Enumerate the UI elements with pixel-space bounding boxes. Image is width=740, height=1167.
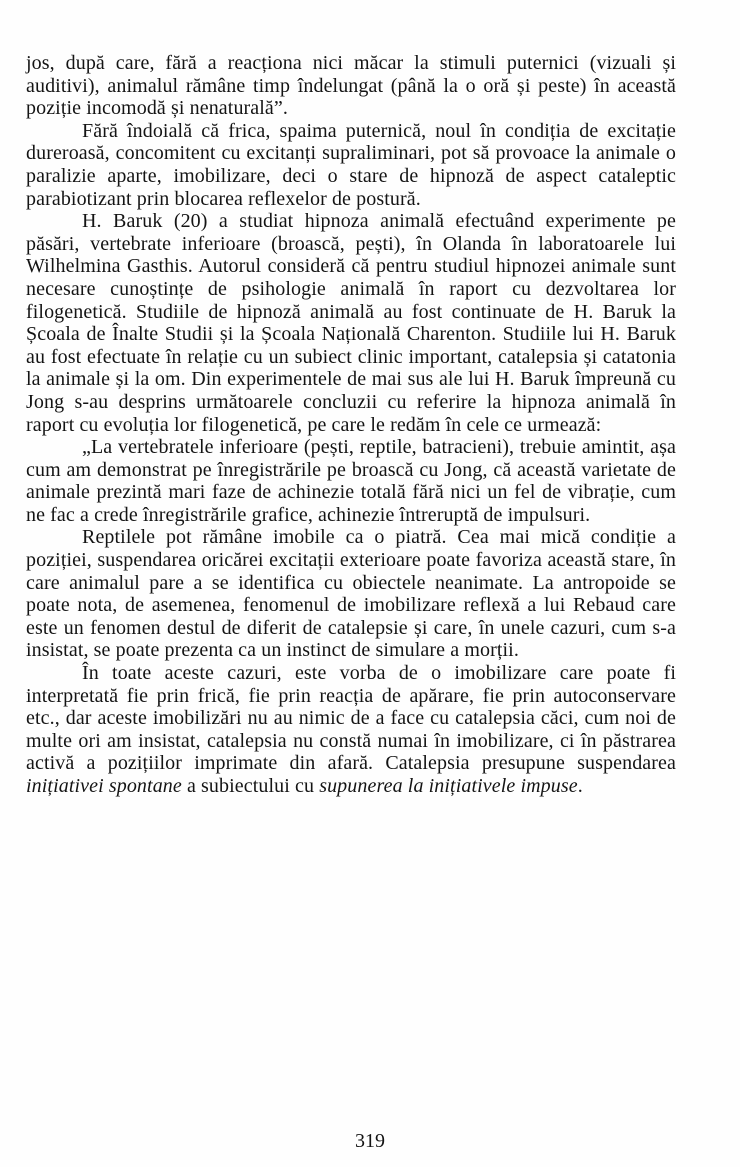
italic-spontaneous-initiative: inițiativei spontane (26, 775, 182, 797)
page-number: 319 (355, 1130, 385, 1152)
paragraph-quote-vertebrates: „La vertebratele inferioare (pești, reptile, batracieni), trebuie amintit, așa cum am demonstrat pe înregistrările pe broască cu Jong, că această varietate de animale prezintă mari faze de achinezie totală fără nici un fel de vibrație, cum ne fac a crede înregistrările grafice, achinezie întreruptă de impulsuri. (26, 436, 676, 526)
paragraph-catalepsy (26, 662, 676, 798)
catalepsy-text-end: . (577, 775, 583, 797)
body-text (26, 52, 676, 798)
paragraph-baruk-studies: H. Baruk (20) a studiat hipnoza animală efectuând experimente pe păsări, vertebrate inferioare (broască, pești), în Olanda în laboratoarele lui Wilhelmina Gasthis. Autorul consideră că pentru studiul hipnozei animale sunt necesare cunoștințe de psihologie animală în raport cu dezvoltarea lor filogenetică. Studiile de hipnoză animală au fost continuate de H. Baruk la Școala de Înalte Studii și la Școala Națională Charenton. Studiile lui H. Baruk au fost efectuate în relație cu un subiect clinic important, catalepsia și catatonia la animale și la om. Din experimentele de mai sus ale lui H. Baruk împreună cu Jong s-au desprins următoarele concluzii cu referire la hipnoza animală în raport cu evoluția lor filogenetică, pe care le redăm în cele ce urmează: (26, 210, 676, 436)
catalepsy-text-mid: a subiectului cu (181, 775, 320, 797)
paragraph-reptiles: Reptilele pot rămâne imobile ca o piatră. Cea mai mică condiție a poziției, suspendarea oricărei excitații exterioare poate favoriza această stare, în care animalul pare a se identifica cu obiectele neanimate. La antropoide se poate nota, de asemenea, fenomenul de imobilizare reflexă a lui Rebaud care este un fenomen destul de diferit de catalepsie și care, în unele cazuri, cum s-a insistat, se poate prezenta ca un instinct de simulare a morții. (26, 526, 676, 662)
paragraph-fear-paralysis: Fără îndoială că frica, spaima puternică, noul în condiția de excitație dureroasă, concomitent cu excitanți supraliminari, pot să provoace la animale o paralizie aparte, imobilizare, deci o stare de hipnoză de aspect cataleptic parabiotizant prin blocarea reflexelor de postură. (26, 119, 676, 210)
italic-imposed-initiatives: supunerea la inițiativele impuse (319, 775, 578, 797)
catalepsy-text-start: În toate aceste cazuri, este vorba de o imobilizare care poate fi interpretată fie prin frică, fie prin reacția de apărare, fie prin autoconservare etc., dar aceste imobilizări nu au nimic de a face cu catalepsia căci, cum noi de multe ori am insistat, catalepsia nu constă numai în imobilizare, ci în păstrarea activă a pozițiilor imprimate din afară. Catalepsia presupune suspendarea (26, 662, 676, 775)
paragraph-continuation: jos, după care, fără a reacționa nici măcar la stimuli puternici (vizuali și auditivi), animalul rămâne timp îndelungat (până la o oră și peste) în această poziție incomodă și nenaturală”. (26, 52, 676, 120)
